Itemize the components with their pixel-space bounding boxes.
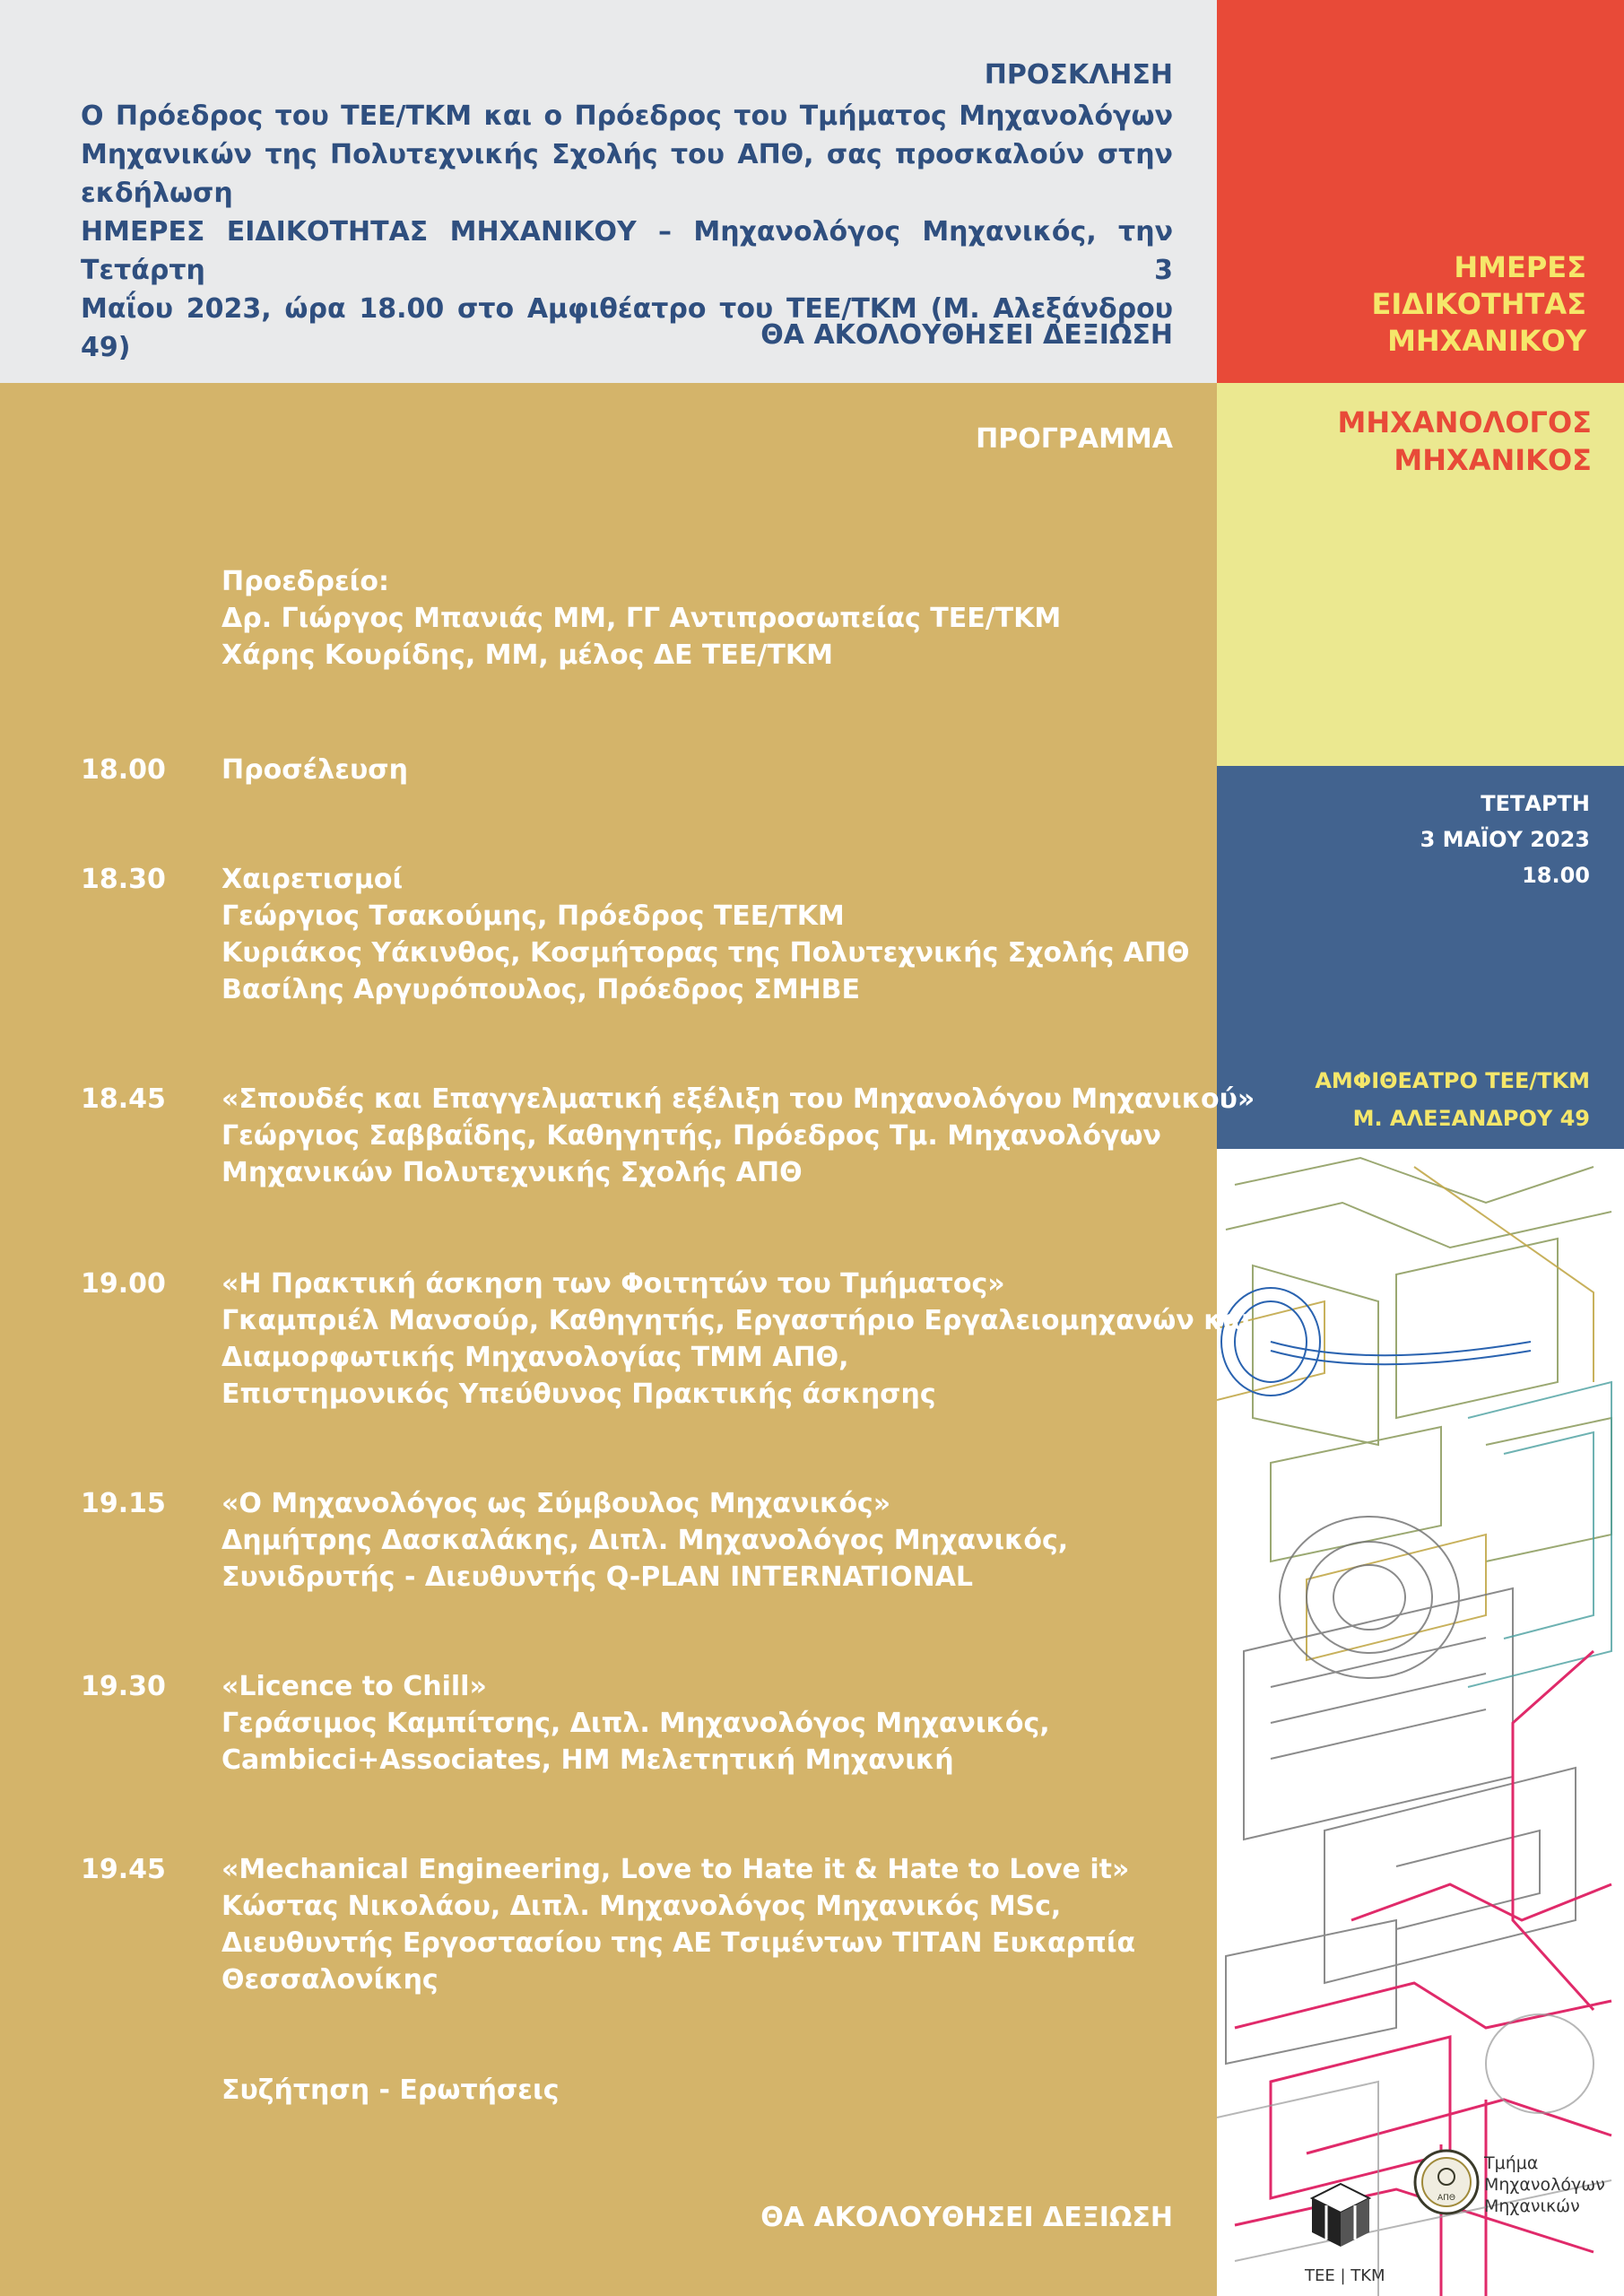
- program-item-line: Γεράσιμος Καμπίτσης, Διπλ. Μηχανολόγος Μηχανικός,: [221, 1708, 1050, 1739]
- program-reception-note: ΘΑ ΑΚΟΛΟΥΘΗΣΕΙ ΔΕΞΙΩΣΗ: [760, 2202, 1173, 2233]
- program-item-line: Κυριάκος Υάκινθος, Κοσμήτορας της Πολυτεχνικής Σχολής ΑΠΘ: [221, 937, 1190, 969]
- program-time: 18.30: [81, 864, 166, 895]
- program-time: 19.45: [81, 1854, 166, 1885]
- program-time: 19.30: [81, 1671, 166, 1702]
- event-date-text: 3 ΜΑΪΟΥ 2023: [1420, 827, 1590, 852]
- tee-tkm-logo: [1305, 2157, 1376, 2265]
- mechanical-engineering-dept-seal: [1412, 2148, 1481, 2216]
- program-item-line: Κώστας Νικολάου, Διπλ. Μηχανολόγος Μηχανικός MSc,: [221, 1891, 1062, 1922]
- specialty-line: ΜΗΧΑΝΟΛΟΓΟΣ: [1337, 405, 1592, 439]
- venue-name: ΑΜΦΙΘΕΑΤΡΟ ΤΕΕ/ΤΚΜ: [1315, 1068, 1590, 1093]
- invitation-line: Μηχανικών της Πολυτεχνικής Σχολής του ΑΠΘ, σας προσκαλούν στην εκδήλωση: [81, 139, 1173, 209]
- program-item-line: Χαιρετισμοί: [221, 864, 404, 895]
- event-title-line: ΗΜΕΡΕΣ: [1454, 250, 1586, 284]
- presidium: [221, 563, 1061, 674]
- program-time: 19.00: [81, 1268, 166, 1300]
- program-item-line: Βασίλης Αργυρόπουλος, Πρόεδρος ΣΜΗΒΕ: [221, 974, 861, 1005]
- tee-tkm-label: ΤΕΕ | ΤΚΜ: [1305, 2266, 1385, 2285]
- program-time: 18.00: [81, 754, 166, 786]
- program-item: [221, 752, 408, 788]
- event-time: 18.00: [1522, 863, 1590, 888]
- program-time: 19.15: [81, 1488, 166, 1519]
- presidium-line: Δρ. Γιώργος Μπανιάς ΜΜ, ΓΓ Αντιπροσωπείας ΤΕΕ/ΤΚΜ: [221, 603, 1062, 634]
- presidium-line: Προεδρείο:: [221, 566, 389, 597]
- program-item: [221, 1851, 1135, 1998]
- event-title-line: ΕΙΔΙΚΟΤΗΤΑΣ: [1371, 287, 1586, 321]
- dept-label: [1484, 2152, 1605, 2217]
- program-item: [221, 1668, 1050, 1779]
- program-item-line: Γεώργιος Τσακούμης, Πρόεδρος ΤΕΕ/ΤΚΜ: [221, 900, 845, 932]
- discussion-item: Συζήτηση - Ερωτήσεις: [221, 2074, 560, 2106]
- program-time: 18.45: [81, 1083, 166, 1115]
- technical-drawing-illustration: [1217, 1149, 1624, 2296]
- program-item-line: «Licence to Chill»: [221, 1671, 487, 1702]
- program-item: [221, 861, 1190, 1008]
- dept-label-line: Μηχανικών: [1484, 2196, 1580, 2216]
- program-item-line: Γεώργιος Σαββαΐδης, Καθηγητής, Πρόεδρος Τμ. Μηχανολόγων: [221, 1120, 1161, 1152]
- invitation-line: ΗΜΕΡΕΣ ΕΙΔΙΚΟΤΗΤΑΣ ΜΗΧΑΝΙΚΟΥ – Μηχανολόγος Μηχανικός, την Τετάρτη 3: [81, 216, 1173, 286]
- event-venue: [1217, 1062, 1590, 1137]
- program-item-line: Μηχανικών Πολυτεχνικής Σχολής ΑΠΘ: [221, 1157, 803, 1188]
- event-day: ΤΕΤΑΡΤΗ: [1481, 791, 1590, 816]
- invitation-line: Ο Πρόεδρος του ΤΕΕ/ΤΚΜ και ο Πρόεδρος του Τμήματος Μηχανολόγων: [81, 100, 1173, 132]
- program-item-line: «Η Πρακτική άσκηση των Φοιτητών του Τμήματος»: [221, 1268, 1005, 1300]
- event-title: [1217, 249, 1586, 360]
- event-date: [1217, 786, 1590, 893]
- presidium-line: Χάρης Κουρίδης, ΜΜ, μέλος ΔΕ ΤΕΕ/ΤΚΜ: [221, 639, 833, 671]
- specialty-title: [1217, 404, 1592, 479]
- program-item-line: «Mechanical Engineering, Love to Hate it & Hate to Love it»: [221, 1854, 1130, 1885]
- program-item-line: «Ο Μηχανολόγος ως Σύμβουλος Μηχανικός»: [221, 1488, 891, 1519]
- event-title-line: ΜΗΧΑΝΙΚΟΥ: [1387, 324, 1586, 358]
- invitation-line: Μαΐου 2023, ώρα 18.00 στο Αμφιθέατρο του ΤΕΕ/ΤΚΜ (Μ. Αλεξάνδρου 49): [81, 293, 1173, 363]
- program-item-line: Συνιδρυτής - Διευθυντής Q-PLAN INTERNATIONAL: [221, 1561, 974, 1593]
- program-item-line: Διαμορφωτικής Μηχανολογίας ΤΜΜ ΑΠΘ,: [221, 1342, 849, 1373]
- program-item-line: «Σπουδές και Επαγγελματική εξέλιξη του Μηχανολόγου Μηχανικού»: [221, 1083, 1255, 1115]
- venue-address: Μ. ΑΛΕΞΑΝΔΡΟΥ 49: [1352, 1106, 1590, 1131]
- program-item: [221, 1265, 1252, 1413]
- program-item-line: Δημήτρης Δασκαλάκης, Διπλ. Μηχανολόγος Μηχανικός,: [221, 1525, 1069, 1556]
- specialty-line: ΜΗΧΑΝΙΚΟΣ: [1394, 443, 1592, 477]
- program-item-line: Προσέλευση: [221, 754, 408, 786]
- invitation-title: ΠΡΟΣΚΛΗΣΗ: [984, 59, 1173, 91]
- program-item-line: Cambicci+Associates, ΗΜ Μελετητική Μηχανική: [221, 1744, 954, 1776]
- program-item-line: Γκαμπριέλ Μανσούρ, Καθηγητής, Εργαστήριο Εργαλειομηχανών και: [221, 1305, 1252, 1336]
- dept-label-line: Τμήμα: [1484, 2153, 1539, 2173]
- program-item: [221, 1485, 1068, 1596]
- program-item-line: Διευθυντής Εργοστασίου της ΑΕ Τσιμέντων ΤΙΤΑΝ Ευκαρπία: [221, 1927, 1136, 1959]
- program-item: [221, 1081, 1255, 1191]
- program-title: ΠΡΟΓΡΑΜΜΑ: [976, 423, 1173, 455]
- dept-label-line: Μηχανολόγων: [1484, 2175, 1605, 2195]
- svg-text:ΑΠΘ: ΑΠΘ: [1437, 2194, 1456, 2203]
- invitation-reception-note: ΘΑ ΑΚΟΛΟΥΘΗΣΕΙ ΔΕΞΙΩΣΗ: [760, 319, 1173, 351]
- program-item-line: Επιστημονικός Υπεύθυνος Πρακτικής άσκησης: [221, 1378, 936, 1410]
- program-item-line: Θεσσαλονίκης: [221, 1964, 439, 1996]
